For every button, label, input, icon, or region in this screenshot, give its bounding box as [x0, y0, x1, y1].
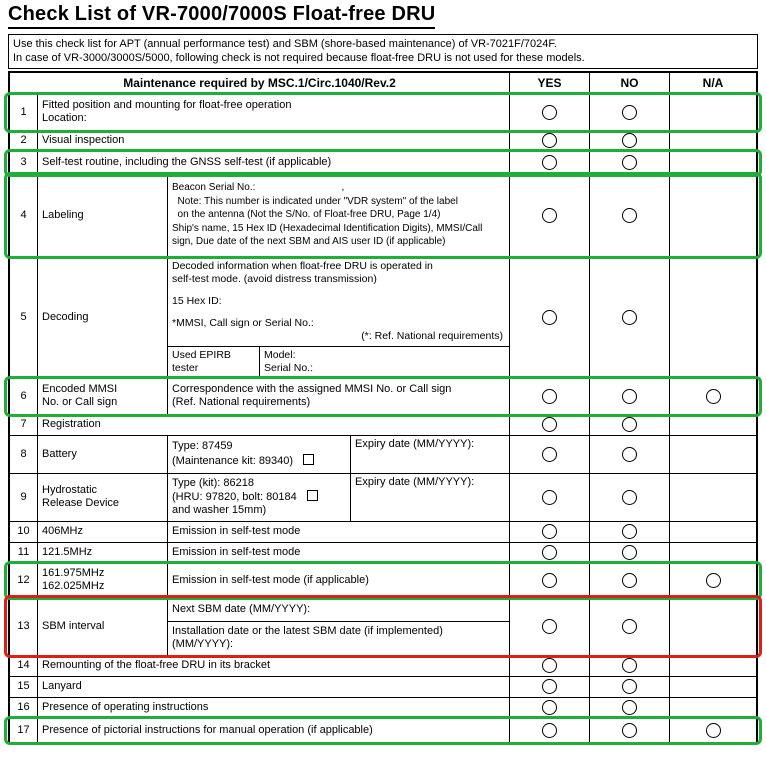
- yes-radio[interactable]: [542, 679, 557, 694]
- table-row-17: [10, 719, 756, 742]
- epirb-tester-subrow: [168, 346, 509, 378]
- na-cell: [670, 598, 756, 655]
- row-number: 1: [10, 95, 38, 130]
- yes-radio[interactable]: [542, 389, 557, 404]
- na-cell: [670, 95, 756, 130]
- model-label: Model:: [264, 348, 296, 361]
- row-13-detail-cell: [168, 598, 510, 655]
- table-row-15: [10, 677, 756, 698]
- hru-expiry-cell: [351, 474, 509, 521]
- row-9-item-cell: [38, 474, 168, 521]
- row-number: 12: [10, 564, 38, 597]
- epirb-tester-model-cell: [260, 347, 509, 378]
- yes-cell: [510, 257, 590, 378]
- row-number: 6: [10, 379, 38, 414]
- yes-radio[interactable]: [542, 133, 557, 148]
- text-span: (HRU: 97820, bolt: 80184: [172, 491, 297, 503]
- table-row-5: [10, 257, 756, 379]
- row-16-text-cell: [38, 698, 510, 718]
- row-4-item-cell: Labeling: [38, 175, 168, 256]
- no-cell: [590, 379, 670, 414]
- row-number: 7: [10, 415, 38, 435]
- text-line: Expiry date (MM/YYYY):: [355, 475, 475, 488]
- na-cell: [670, 522, 756, 542]
- no-radio[interactable]: [622, 573, 637, 588]
- row-4-detail-cell: [168, 175, 510, 256]
- table-row-3: [10, 152, 756, 175]
- text-line: Encoded MMSI: [42, 382, 118, 395]
- row-10-detail-cell: [168, 522, 510, 542]
- row-number: 5: [10, 257, 38, 378]
- row-number: 13: [10, 598, 38, 655]
- text-line: Self-test routine, including the GNSS self-test (if applicable): [42, 156, 332, 168]
- yes-cell: [510, 379, 590, 414]
- battery-detail: [168, 436, 509, 473]
- no-cell: [590, 677, 670, 697]
- yes-radio[interactable]: [542, 545, 557, 560]
- row-6-detail-cell: [168, 379, 510, 414]
- no-radio[interactable]: [622, 723, 637, 738]
- table-header-title: Maintenance required by MSC.1/Circ.1040/Rev.2: [10, 73, 510, 94]
- text-line: 15 Hex ID:: [172, 294, 222, 307]
- text-line: Correspondence with the assigned MMSI No. or Call sign: [172, 382, 452, 395]
- na-cell: [670, 543, 756, 563]
- no-cell: [590, 598, 670, 655]
- text-span: (Maintenance kit: 89340): [172, 454, 294, 467]
- table-row-11: [10, 543, 756, 564]
- no-cell: [590, 564, 670, 597]
- yes-radio[interactable]: [542, 524, 557, 539]
- yes-radio[interactable]: [542, 105, 557, 120]
- text-line: Hydrostatic: [42, 483, 98, 496]
- yes-cell: [510, 543, 590, 563]
- table-row-10: [10, 522, 756, 543]
- no-radio[interactable]: [622, 490, 637, 505]
- text-line: (MM/YYYY):: [172, 638, 234, 651]
- row-2-text-cell: [38, 131, 510, 151]
- row-12-item-cell: [38, 564, 168, 597]
- text-line: Emission in self-test mode (if applicable): [172, 573, 369, 586]
- text-line: tester: [172, 361, 199, 374]
- column-header-yes: YES: [510, 73, 590, 94]
- no-radio[interactable]: [622, 619, 637, 634]
- hru-kit-checkbox[interactable]: [307, 490, 318, 501]
- hru-detail: [168, 474, 509, 521]
- intro-note: [8, 34, 758, 69]
- text-line: [172, 490, 346, 504]
- row-number: 17: [10, 719, 38, 742]
- text-line: Note: This number is indicated under "VDR system" of the label: [172, 195, 458, 207]
- yes-radio[interactable]: [542, 619, 557, 634]
- na-cell: [670, 175, 756, 256]
- text-line: *MMSI, Call sign or Serial No.:: [172, 316, 314, 329]
- yes-cell: [510, 474, 590, 521]
- na-cell: [670, 564, 756, 597]
- no-cell: [590, 474, 670, 521]
- yes-radio[interactable]: [542, 723, 557, 738]
- row-17-text-cell: [38, 719, 510, 742]
- row-8-detail-cell: [168, 436, 510, 473]
- no-cell: [590, 257, 670, 378]
- no-radio[interactable]: [622, 133, 637, 148]
- yes-cell: [510, 677, 590, 697]
- table-row-6: [10, 379, 756, 415]
- text-line: Expiry date (MM/YYYY):: [355, 437, 475, 450]
- row-number: 14: [10, 656, 38, 676]
- table-row-1: [10, 95, 756, 131]
- text-line: Decoded information when float-free DRU is operated in: [172, 259, 433, 272]
- row-3-text-cell: [38, 152, 510, 174]
- row-10-item-cell: 406MHz: [38, 522, 168, 542]
- no-cell: [590, 698, 670, 718]
- no-radio[interactable]: [622, 155, 637, 170]
- text-line: Visual inspection: [42, 134, 125, 146]
- yes-cell: [510, 698, 590, 718]
- yes-radio[interactable]: [542, 155, 557, 170]
- no-cell: [590, 152, 670, 174]
- row-number: 3: [10, 152, 38, 174]
- no-radio[interactable]: [622, 310, 637, 325]
- table-row-4: [10, 175, 756, 257]
- text-line: 162.025MHz: [42, 580, 105, 593]
- epirb-tester-label: [168, 347, 260, 378]
- yes-radio[interactable]: [542, 417, 557, 432]
- na-cell: [670, 698, 756, 718]
- row-number: 9: [10, 474, 38, 521]
- row-number: 2: [10, 131, 38, 151]
- row-13-item-cell: SBM interval: [38, 598, 168, 655]
- table-row-2: [10, 131, 756, 152]
- row-number: 11: [10, 543, 38, 563]
- text-line: Registration: [42, 418, 101, 430]
- text-line: Type: 87459: [172, 440, 233, 453]
- text-line: Ship's name, 15 Hex ID (Hexadecimal Identification Digits), MMSI/Call: [172, 222, 483, 234]
- yes-radio[interactable]: [542, 700, 557, 715]
- text-line: Emission in self-test mode: [172, 525, 301, 537]
- no-cell: [590, 656, 670, 676]
- text-line: (Ref. National requirements): [172, 396, 311, 409]
- yes-cell: [510, 564, 590, 597]
- row-5-item-cell: Decoding: [38, 257, 168, 378]
- table-row-7: [10, 415, 756, 436]
- text-line: Installation date or the latest SBM date (if implemented): [172, 624, 443, 637]
- no-cell: [590, 543, 670, 563]
- no-cell: [590, 175, 670, 256]
- row-number: 16: [10, 698, 38, 718]
- yes-cell: [510, 656, 590, 676]
- na-cell: [670, 677, 756, 697]
- yes-cell: [510, 415, 590, 435]
- yes-cell: [510, 175, 590, 256]
- na-radio[interactable]: [706, 389, 721, 404]
- row-11-detail-cell: [168, 543, 510, 563]
- text-line: No. or Call sign: [42, 396, 118, 409]
- installation-date-cell: [168, 622, 509, 655]
- na-radio[interactable]: [706, 723, 721, 738]
- yes-radio[interactable]: [542, 490, 557, 505]
- text-line: sign, Due date of the next SBM and AIS user ID (if applicable): [172, 236, 446, 248]
- text-line: Fitted position and mounting for float-free operation: [42, 98, 292, 111]
- row-number: 15: [10, 677, 38, 697]
- na-cell: [670, 131, 756, 151]
- row-14-text-cell: [38, 656, 510, 676]
- no-radio[interactable]: [622, 417, 637, 432]
- yes-radio[interactable]: [542, 447, 557, 462]
- text-line: (*: Ref. National requirements): [361, 329, 503, 342]
- na-cell: [670, 474, 756, 521]
- next-sbm-date-cell: [168, 598, 509, 622]
- yes-cell: [510, 131, 590, 151]
- no-radio[interactable]: [622, 389, 637, 404]
- no-radio[interactable]: [622, 679, 637, 694]
- row-1-text-cell: [38, 95, 510, 130]
- row-12-detail-cell: [168, 564, 510, 597]
- text-line: [172, 454, 346, 468]
- yes-radio[interactable]: [542, 573, 557, 588]
- no-radio[interactable]: [622, 545, 637, 560]
- text-line: self-test mode. (avoid distress transmission): [172, 272, 377, 285]
- text-line: Beacon Serial No.: ,: [172, 182, 345, 194]
- row-11-item-cell: 121.5MHz: [38, 543, 168, 563]
- yes-cell: [510, 598, 590, 655]
- no-radio[interactable]: [622, 524, 637, 539]
- yes-cell: [510, 719, 590, 742]
- row-number: 4: [10, 175, 38, 256]
- table-header-row: [10, 73, 756, 95]
- no-cell: [590, 522, 670, 542]
- yes-cell: [510, 436, 590, 473]
- text-line: Used EPIRB: [172, 348, 231, 361]
- no-radio[interactable]: [622, 208, 637, 223]
- decoding-info: [168, 257, 509, 346]
- table-row-9: [10, 474, 756, 522]
- no-cell: [590, 719, 670, 742]
- na-radio[interactable]: [706, 573, 721, 588]
- table-row-8: [10, 436, 756, 474]
- na-cell: [670, 415, 756, 435]
- text-line: Presence of pictorial instructions for manual operation (if applicable): [42, 723, 373, 736]
- table-row-16: [10, 698, 756, 719]
- no-cell: [590, 415, 670, 435]
- table-row-13: [10, 598, 756, 656]
- no-radio[interactable]: [622, 658, 637, 673]
- hru-type-cell: [168, 474, 351, 521]
- row-number: 10: [10, 522, 38, 542]
- text-line: Remounting of the float-free DRU in its bracket: [42, 659, 271, 671]
- text-line: Emission in self-test mode: [172, 546, 301, 558]
- na-cell: [670, 656, 756, 676]
- yes-radio[interactable]: [542, 310, 557, 325]
- text-line: Lanyard: [42, 680, 82, 692]
- no-cell: [590, 436, 670, 473]
- row-15-text-cell: [38, 677, 510, 697]
- no-cell: [590, 131, 670, 151]
- yes-cell: [510, 95, 590, 130]
- text-line: Next SBM date (MM/YYYY):: [172, 602, 311, 615]
- serial-label: Serial No.:: [264, 361, 314, 374]
- na-cell: [670, 719, 756, 742]
- row-5-detail-cell: [168, 257, 510, 378]
- no-radio[interactable]: [622, 105, 637, 120]
- checklist-table: [8, 71, 758, 744]
- page-title: Check List of VR-7000/7000S Float-free DRU: [8, 3, 435, 29]
- na-cell: [670, 152, 756, 174]
- na-cell: [670, 436, 756, 473]
- no-cell: [590, 95, 670, 130]
- na-cell: [670, 257, 756, 378]
- text-line: Presence of operating instructions: [42, 701, 209, 713]
- text-line: on the antenna (Not the S/No. of Float-free DRU, Page 1/4): [172, 209, 441, 221]
- intro-line-1: Use this check list for APT (annual performance test) and SBM (shore-based maintenance) of VR-7021F/7024F.: [13, 38, 557, 50]
- table-row-12: [10, 564, 756, 598]
- row-9-detail-cell: [168, 474, 510, 521]
- na-cell: [670, 379, 756, 414]
- no-radio[interactable]: [622, 700, 637, 715]
- no-radio[interactable]: [622, 447, 637, 462]
- row-6-item-cell: [38, 379, 168, 414]
- text-line: Location:: [42, 112, 87, 125]
- row-7-text-cell: [38, 415, 510, 435]
- text-line: Release Device: [42, 497, 120, 510]
- yes-radio[interactable]: [542, 208, 557, 223]
- intro-line-2: In case of VR-3000/3000S/5000, following check is not required because float-free DRU is not used for these models.: [13, 52, 585, 65]
- table-row-14: [10, 656, 756, 677]
- battery-kit-checkbox[interactable]: [303, 454, 314, 465]
- yes-cell: [510, 152, 590, 174]
- yes-cell: [510, 522, 590, 542]
- text-line: Type (kit): 86218: [172, 476, 254, 489]
- row-8-item-cell: Battery: [38, 436, 168, 473]
- text-line: 161.975MHz: [42, 566, 105, 579]
- battery-expiry-cell: [351, 436, 509, 473]
- row-number: 8: [10, 436, 38, 473]
- column-header-no: NO: [590, 73, 670, 94]
- text-line: and washer 15mm): [172, 504, 267, 517]
- battery-type-cell: [168, 436, 351, 473]
- column-header-na: N/A: [702, 75, 724, 90]
- yes-radio[interactable]: [542, 658, 557, 673]
